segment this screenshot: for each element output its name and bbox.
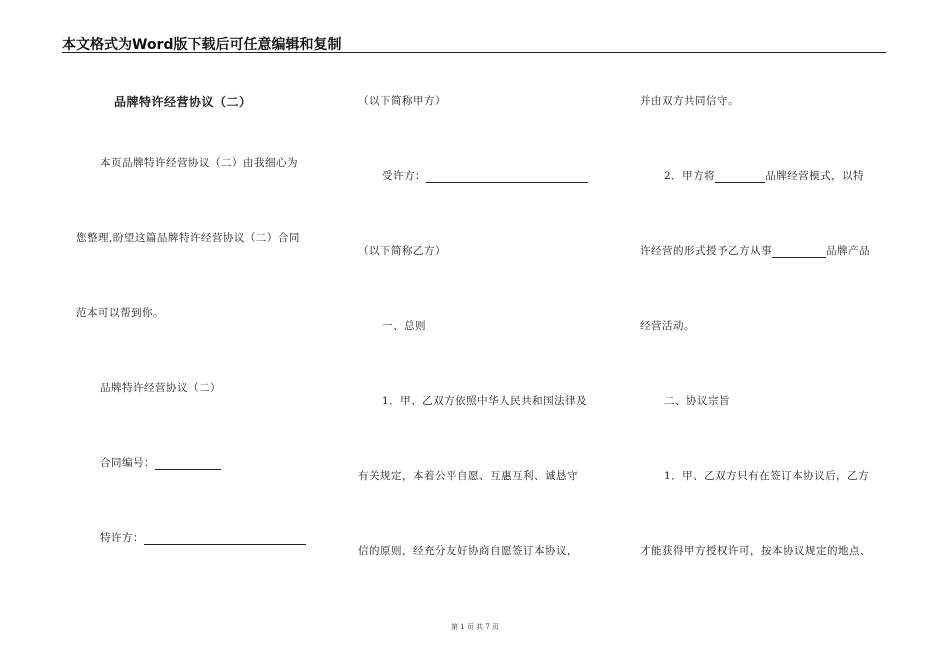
brand-name-blank-2 <box>772 246 826 258</box>
clause-2-line-3: 经营活动。 <box>640 320 695 332</box>
franchisee-row <box>382 168 588 183</box>
contract-number-blank <box>155 458 221 470</box>
purpose-clause-line-2: 才能获得甲方授权许可，按本协议规定的地点、 <box>640 545 871 557</box>
intro-line-2: 您整理,盼望这篇品牌特许经营协议（二）合同 <box>76 232 300 244</box>
clause-2-part-a: 2．甲方将 <box>664 170 716 182</box>
document-title: 品牌特许经营协议（二） <box>114 95 252 109</box>
section-purpose-heading: 二、协议宗旨 <box>664 395 730 407</box>
contract-number-row <box>100 455 221 470</box>
clause-1-line-3: 信的原则，经充分友好协商自愿签订本协议， <box>358 545 578 557</box>
party-a-note: （以下简称甲方） <box>358 95 446 107</box>
header-divider <box>62 52 886 53</box>
franchisor-blank <box>144 533 306 545</box>
party-b-note: （以下简称乙方） <box>358 245 446 257</box>
clause-2-part-d: 品牌产品 <box>826 245 870 257</box>
clause-2-line-1 <box>664 168 864 183</box>
franchisor-row <box>100 530 306 545</box>
clause-1-line-2: 有关规定，本着公平自愿、互惠互利、诚恳守 <box>358 470 578 482</box>
document-header: 本文格式为Word版下载后可任意编辑和复制 <box>62 37 342 53</box>
clause-2-part-c: 许经营的形式授予乙方从事 <box>640 245 772 257</box>
agreement-subtitle: 品牌特许经营协议（二） <box>100 382 221 394</box>
clause-1-line-1: 1．甲、乙双方依照中华人民共和国法律及 <box>382 395 588 407</box>
clause-2-line-2 <box>640 243 870 258</box>
intro-line-3: 范本可以帮到你。 <box>76 307 164 319</box>
intro-line-1: 本页品牌特许经营协议（二）由我细心为 <box>100 157 298 169</box>
clause-1-line-4: 并由双方共同信守。 <box>640 95 739 107</box>
clause-2-part-b: 品牌经营模式，以特 <box>765 170 865 182</box>
brand-name-blank-1 <box>715 171 765 183</box>
purpose-clause-line-1: 1．甲、乙双方只有在签订本协议后，乙方 <box>664 470 870 482</box>
page-number: 第 1 页 共 7 页 <box>450 623 500 631</box>
contract-number-label: 合同编号： <box>100 457 155 469</box>
section-general-heading: 一、总则 <box>382 320 426 332</box>
franchisee-blank <box>426 171 588 183</box>
franchisee-label: 受许方： <box>382 170 426 182</box>
franchisor-label: 特许方： <box>100 532 144 544</box>
